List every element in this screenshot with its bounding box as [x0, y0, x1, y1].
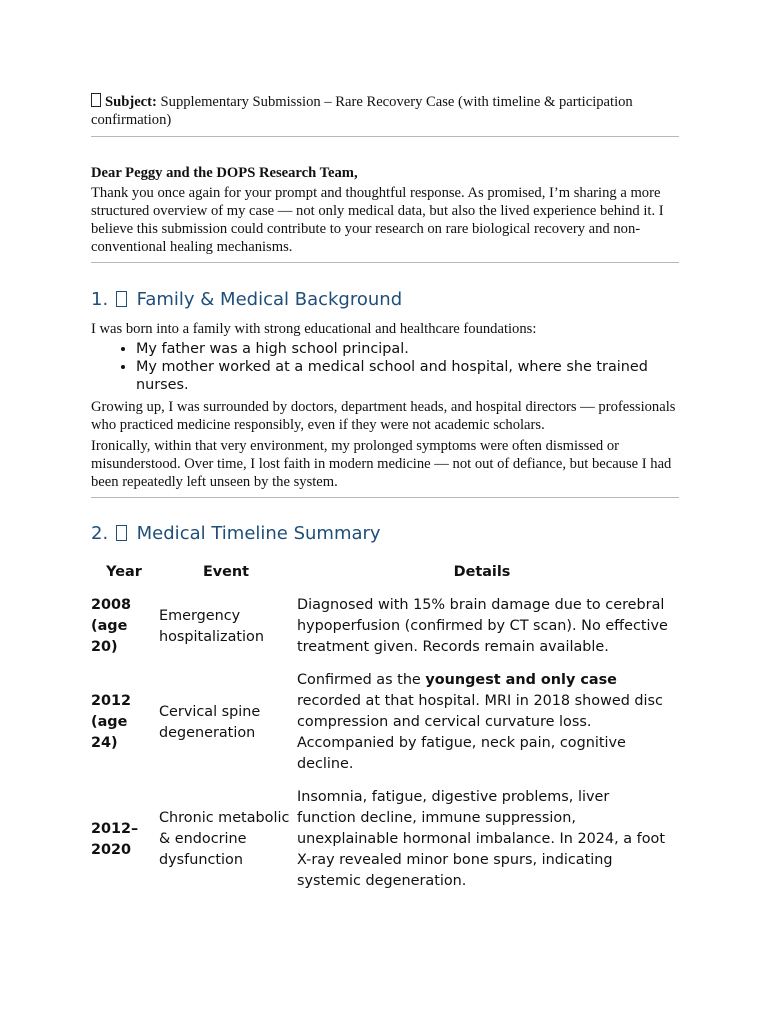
paragraph: Ironically, within that very environment, my prolonged symptoms were often dismissed or misunderstood. Over time, I lost faith in modern medicine — not out of defiance, but because I had been repeatedly left unseen by the system. — [91, 438, 672, 490]
list-item: • My mother worked at a medical school and hospital, where she trained nurses. — [136, 358, 679, 394]
column-header-event: Event — [202, 564, 250, 580]
section-number: 1. — [91, 289, 109, 310]
clipboard-icon — [116, 525, 127, 541]
intro-paragraph: Thank you once again for your prompt and thoughtful response. As promised, I’m sharing a more structured overview of my case — not only medical data, but also the lived experience behind it. I believe this submission could contribute to your research on rare biological recovery and non-conventional healing mechanisms. — [91, 185, 664, 255]
timeline-table — [91, 562, 669, 904]
subject-text: Supplementary Submission – Rare Recovery Case (with timeline & participation confirmation) — [91, 94, 633, 128]
cell-event: Emergency hospitalization — [159, 607, 264, 645]
cell-event: Chronic metabolic & endocrine dysfunction — [159, 810, 290, 868]
section-lead: I was born into a family with strong educational and healthcare foundations: — [91, 321, 537, 337]
envelope-icon — [91, 93, 101, 107]
cell-year: 2008 (age 20) — [91, 597, 132, 655]
column-header-year: Year — [106, 564, 142, 580]
table-row — [91, 670, 669, 787]
subject-label: Subject: — [105, 94, 157, 110]
divider — [91, 262, 679, 263]
cell-year: 2012 (age 24) — [91, 693, 132, 751]
cell-year: 2012–2020 — [91, 820, 139, 858]
section-title: Family & Medical Background — [136, 289, 403, 310]
subject-line — [91, 93, 679, 129]
details-text: recorded at that hospital. MRI in 2018 showed disc compression and cervical curvature loss. Accompanied by fatigue, neck pain, cognitive decline. — [297, 693, 663, 772]
column-header-details: Details — [453, 564, 511, 580]
table-header-row — [91, 562, 669, 595]
greeting: Dear Peggy and the DOPS Research Team, — [91, 165, 358, 181]
cell-details: Diagnosed with 15% brain damage due to cerebral hypoperfusion (confirmed by CT scan). No effective treatment given. Records remain available. — [297, 597, 668, 655]
details-emphasis: youngest and only case — [425, 672, 617, 688]
paragraph: Growing up, I was surrounded by doctors, department heads, and hospital directors — professionals who practiced medicine responsibly, even if they were not academic scholars. — [91, 399, 676, 433]
document-page — [91, 0, 679, 904]
table-row — [91, 787, 669, 904]
details-text: Confirmed as the — [297, 672, 426, 688]
cell-details — [295, 670, 669, 787]
divider — [91, 497, 679, 498]
cell-details: Insomnia, fatigue, digestive problems, liver function decline, immune suppression, unexplainable hormonal imbalance. In 2024, a foot X-ray revealed minor bone spurs, indicating systemic degeneration. — [297, 789, 665, 889]
table-row — [91, 595, 669, 670]
divider — [91, 136, 679, 137]
section-heading-family-background — [91, 289, 679, 311]
family-icon — [116, 291, 127, 307]
cell-event: Cervical spine degeneration — [159, 703, 261, 741]
list-item: • My father was a high school principal. — [136, 340, 679, 358]
section-title: Medical Timeline Summary — [136, 523, 381, 544]
parents-list — [91, 340, 679, 394]
section-number: 2. — [91, 523, 109, 544]
section-heading-medical-timeline — [91, 523, 679, 545]
